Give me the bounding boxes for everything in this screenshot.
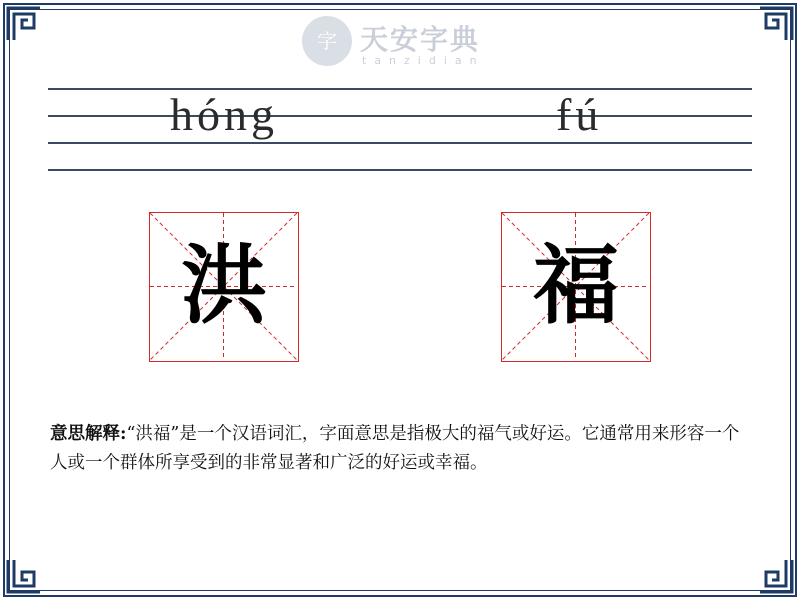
logo-subtitle: tanzidian — [362, 54, 485, 67]
meaning-paragraph — [50, 420, 750, 478]
pinyin-first: hóng — [170, 89, 278, 140]
pinyin-line-1 — [48, 88, 752, 90]
character-first: 洪 — [181, 236, 267, 336]
meaning-text: “洪福”是一个汉语词汇，字面意思是指极大的福气或好运。它通常用来形容一个人或一个群体所享受到的非常显著和广泛的好运或幸福。 — [50, 424, 740, 473]
inner-border — [9, 9, 791, 591]
corner-ornament-bottom-right — [758, 558, 794, 594]
character-grid-first — [149, 212, 299, 362]
corner-ornament-top-left — [6, 6, 42, 42]
logo-title: 天安字典 — [360, 23, 481, 56]
pinyin-line-3 — [48, 142, 752, 144]
character-grid-second — [501, 212, 651, 362]
character-second: 福 — [533, 236, 619, 336]
logo-seal-icon: 字 — [302, 16, 352, 66]
pinyin-second: fú — [556, 89, 603, 140]
pinyin-line-4 — [48, 169, 752, 171]
corner-ornament-bottom-left — [6, 558, 42, 594]
meaning-label: 意思解释: — [50, 424, 127, 444]
watermark-logo — [302, 14, 502, 70]
pinyin-line-2 — [48, 115, 752, 117]
corner-ornament-top-right — [758, 6, 794, 42]
